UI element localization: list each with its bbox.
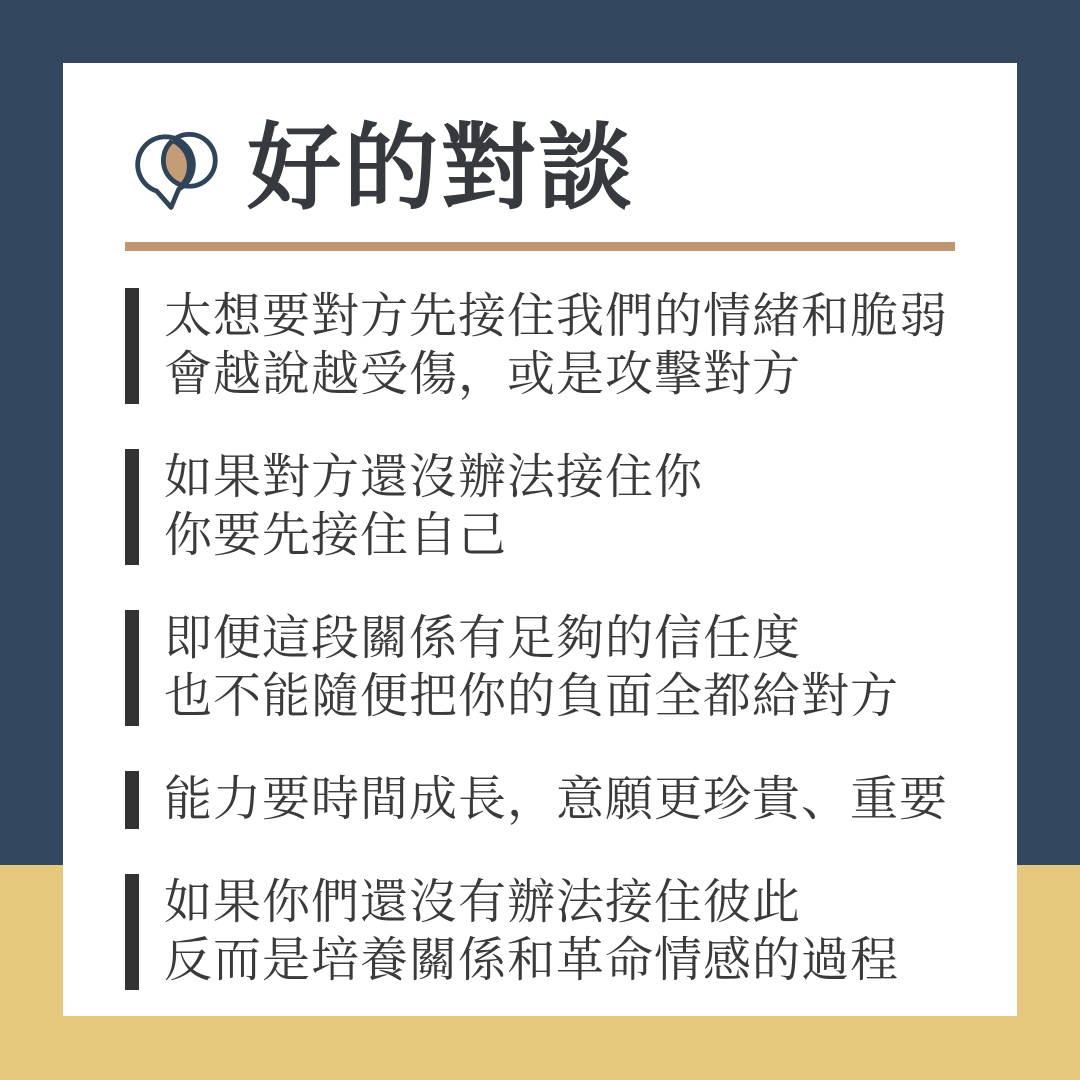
page-title: 好的對談: [247, 115, 636, 220]
quote-bar: [125, 771, 139, 829]
quote-list: [125, 288, 955, 990]
quote-line: 如果你們還沒有辦法接住彼此: [164, 876, 802, 929]
quote-text: [164, 610, 899, 726]
title-divider: [125, 242, 955, 251]
content-card: [63, 63, 1017, 1016]
quote-text: [164, 771, 948, 829]
quote-line: 即便這段關係有足夠的信任度: [164, 612, 802, 665]
quote-bar: [125, 449, 139, 565]
quote-line: 會越說越受傷，或是攻擊對方: [164, 348, 802, 401]
quote-line: 你要先接住自己: [164, 509, 508, 562]
quote-block: [125, 449, 955, 565]
quote-line: 也不能隨便把你的負面全都給對方: [164, 670, 900, 723]
speech-bubbles-icon: [125, 118, 221, 218]
quote-line: 能力要時間成長，意願更珍貴、重要: [164, 773, 949, 826]
quote-line: 如果對方還沒辦法接住你: [164, 451, 704, 504]
quote-block: [125, 288, 955, 404]
quote-block: [125, 610, 955, 726]
quote-block: [125, 771, 955, 829]
quote-bar: [125, 288, 139, 404]
quote-line: 太想要對方先接住我們的情緒和脆弱: [164, 290, 949, 343]
quote-text: [164, 449, 703, 565]
quote-bar: [125, 610, 139, 726]
quote-block: [125, 874, 955, 990]
quote-text: [164, 288, 948, 404]
quote-bar: [125, 874, 139, 990]
quote-line: 反而是培養關係和革命情感的過程: [164, 934, 900, 987]
header: [125, 115, 955, 220]
quote-text: [164, 874, 899, 990]
